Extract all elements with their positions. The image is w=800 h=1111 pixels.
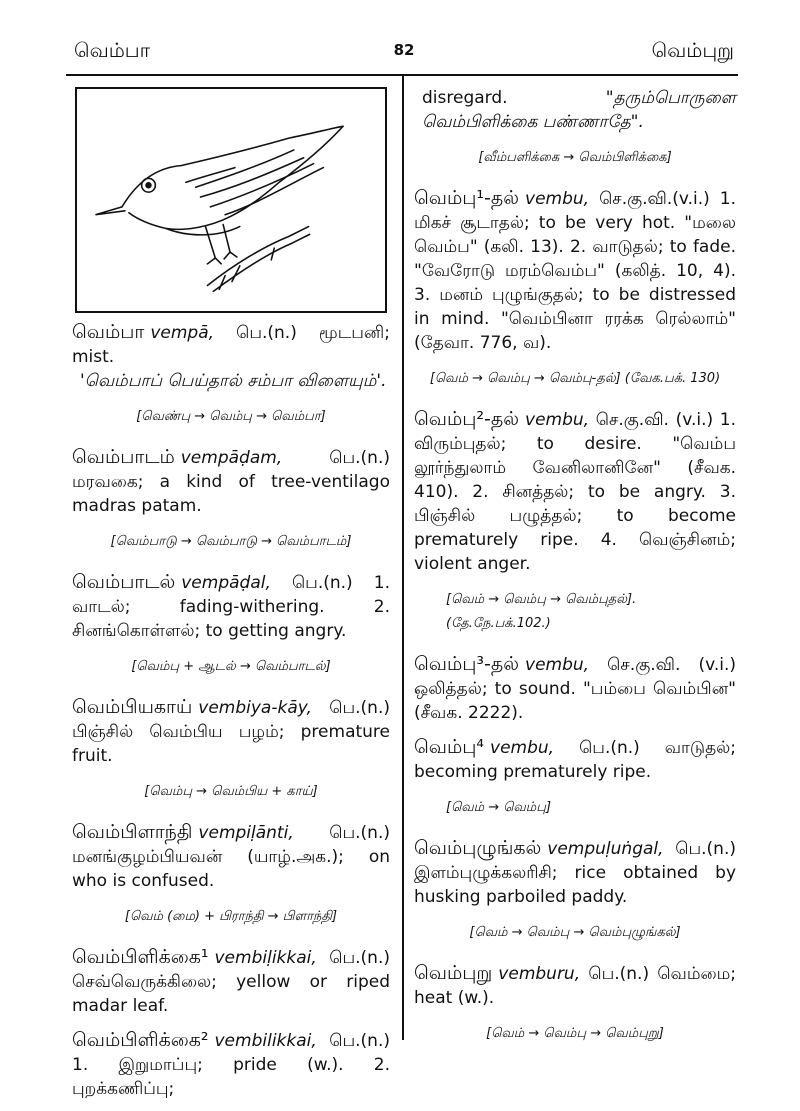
dictionary-entry xyxy=(72,320,390,393)
column-divider xyxy=(402,76,404,1040)
definition: பெ.(n.) மூடபனி; mist. xyxy=(72,323,390,367)
dictionary-entry xyxy=(414,735,736,784)
etymology: [வீம்பளிக்கை → வெம்பிளிக்கை] xyxy=(478,150,672,165)
headword: வெம்பிளிக்கை² xyxy=(72,1029,209,1051)
definition: பெ.(n.) வெம்மை; heat (w.). xyxy=(414,964,737,1008)
dictionary-entry xyxy=(414,407,736,576)
transliteration: vembilikkai, xyxy=(214,1031,317,1051)
headword: வெம்பாடம் xyxy=(72,446,175,468)
definition: பெ.(n.) மனங்குழம்பியவன் (யாழ்.அக.); on who is confused. xyxy=(72,823,390,891)
headword: வெம்புறு xyxy=(414,962,493,984)
headword: வெம்பியகாய் xyxy=(72,696,193,718)
headword: வெம்பாடல் xyxy=(72,571,176,593)
quotation: 'வெம்பாப் பெய்தால் சம்பா விளையும்'. xyxy=(80,371,387,391)
transliteration: vempiḷānti, xyxy=(198,823,294,843)
page-number: 82 xyxy=(393,41,415,59)
dictionary-entry xyxy=(72,570,390,643)
transliteration: vembiḷikkai, xyxy=(214,948,317,968)
definition: பெ.(n.) 1. இறுமாப்பு; pride (w.). 2. புறக்கணிப்பு; xyxy=(72,1031,390,1099)
dictionary-entry xyxy=(414,961,736,1010)
headword: வெம்பு²-தல் xyxy=(414,408,520,430)
dictionary-entry xyxy=(414,652,736,725)
dictionary-entry xyxy=(72,445,390,518)
transliteration: vempāḍal, xyxy=(181,573,271,593)
definition: பெ.(n.) பிஞ்சில் வெம்பிய பழம்; premature fruit. xyxy=(72,698,390,766)
header-right-guide-word: வெம்புறு xyxy=(651,38,734,62)
dictionary-entry xyxy=(414,836,736,909)
definition: பெ.(n.) மரவகை; a kind of tree-ventilago madras patam. xyxy=(72,448,390,516)
definition: செ.கு.வி. (v.i.) ஒலித்தல்; to sound. "பம்பை வெம்பின" (சீவக. 2222). xyxy=(414,655,736,723)
dictionary-entry xyxy=(72,820,390,893)
etymology: [வெம்பு + ஆடல் → வெம்பாடல்] xyxy=(131,659,331,674)
etymology: [வெம் → வெம்பு → வெம்புறு] xyxy=(486,1026,664,1041)
headword: வெம்பு³-தல் xyxy=(414,653,520,675)
headword: வெம்பிளிக்கை¹ xyxy=(72,946,209,968)
dictionary-entry xyxy=(72,695,390,768)
left-column xyxy=(72,320,390,1111)
etymology: [வெண்பு → வெம்பு → வெம்பா] xyxy=(136,409,326,424)
dictionary-entry xyxy=(72,1028,390,1101)
headword: வெம்பிளாந்தி xyxy=(72,821,193,843)
etymology: [வெம் → வெம்பு → வெம்பு-தல்] (வேக.பக். 130) xyxy=(429,371,721,386)
dictionary-entry xyxy=(72,945,390,1018)
headword: வெம்பு¹-தல் xyxy=(414,187,520,209)
definition: பெ.(n.) வாடுதல்; becoming prematurely ripe. xyxy=(414,738,736,782)
etymology: [வெம் → வெம்பு → வெம்புழுங்கல்] xyxy=(469,925,681,940)
definition: செ.கு.வி.(v.i.) 1. மிகச் சூடாதல்; to be very hot. "மலை வெம்ப" (கலி. 13). 2. வாடுதல்; to fade. "வேரோடு மரம்வெம்ப" (கலித். 10, 4). 3. மனம் புழுங்குதல்; to be distressed in mind. "வெம்பினா ரரக்க ரெல்லாம்" (தேவா. 776, வ). xyxy=(414,189,736,353)
headword: வெம்புழுங்கல் xyxy=(414,837,542,859)
right-column xyxy=(414,86,736,1062)
etymology: [வெம் → வெம்பு → வெம்புதல்]. (தே.நே.பக்.102.) xyxy=(446,592,637,631)
definition: பெ.(n.) செவ்வெருக்கிலை; yellow or riped madar leaf. xyxy=(72,948,390,1016)
transliteration: vempā, xyxy=(150,323,215,343)
bird-illustration xyxy=(75,87,387,313)
headword: வெம்பு⁴ xyxy=(414,736,485,758)
headword: வெம்பா xyxy=(72,321,145,343)
quotation: "தரும்பொருளை வெம்பிளிக்கை பண்ணாதே". xyxy=(422,88,736,132)
transliteration: vembiya-kāy, xyxy=(198,698,312,718)
transliteration: vemburu, xyxy=(498,964,581,984)
definition: பெ.(n.) 1. வாடல்; fading-withering. 2. சினங்கொள்ளல்; to getting angry. xyxy=(72,573,390,641)
bird-drawing xyxy=(77,89,385,311)
definition: செ.கு.வி. (v.i.) 1. விரும்புதல்; to desire. "வெம்ப லூர்ந்துலாம் வேனிலானினே" (சீவக. 410). 2. சினத்தல்; to be angry. 3. பிஞ்சில் பழுத்தல்; to become prematurely ripe. 4. வெஞ்சினம்; violent anger. xyxy=(414,410,736,574)
etymology: [வெம்பு → வெம்பிய + காய்] xyxy=(144,784,318,799)
definition: disregard. xyxy=(422,88,508,108)
etymology: [வெம் (மை) + பிராந்தி → பிளாந்தி] xyxy=(124,909,338,924)
header-left-guide-word: வெம்பா xyxy=(74,38,151,62)
etymology: [வெம் → வெம்பு] xyxy=(446,800,552,815)
transliteration: vempuḷuṅgal, xyxy=(547,839,664,859)
etymology: [வெம்பாடு → வெம்பாடு → வெம்பாடம்] xyxy=(110,534,352,549)
transliteration: vembu, xyxy=(525,189,590,209)
transliteration: vembu, xyxy=(525,655,590,675)
transliteration: vembu, xyxy=(490,738,555,758)
dictionary-entry xyxy=(414,186,736,355)
transliteration: vempāḍam, xyxy=(180,448,283,468)
definition: பெ.(n.) இளம்புழுக்கலரிசி; rice obtained by husking parboiled paddy. xyxy=(414,839,736,907)
page-header xyxy=(74,38,734,68)
continued-entry xyxy=(414,86,736,134)
transliteration: vembu, xyxy=(525,410,590,430)
